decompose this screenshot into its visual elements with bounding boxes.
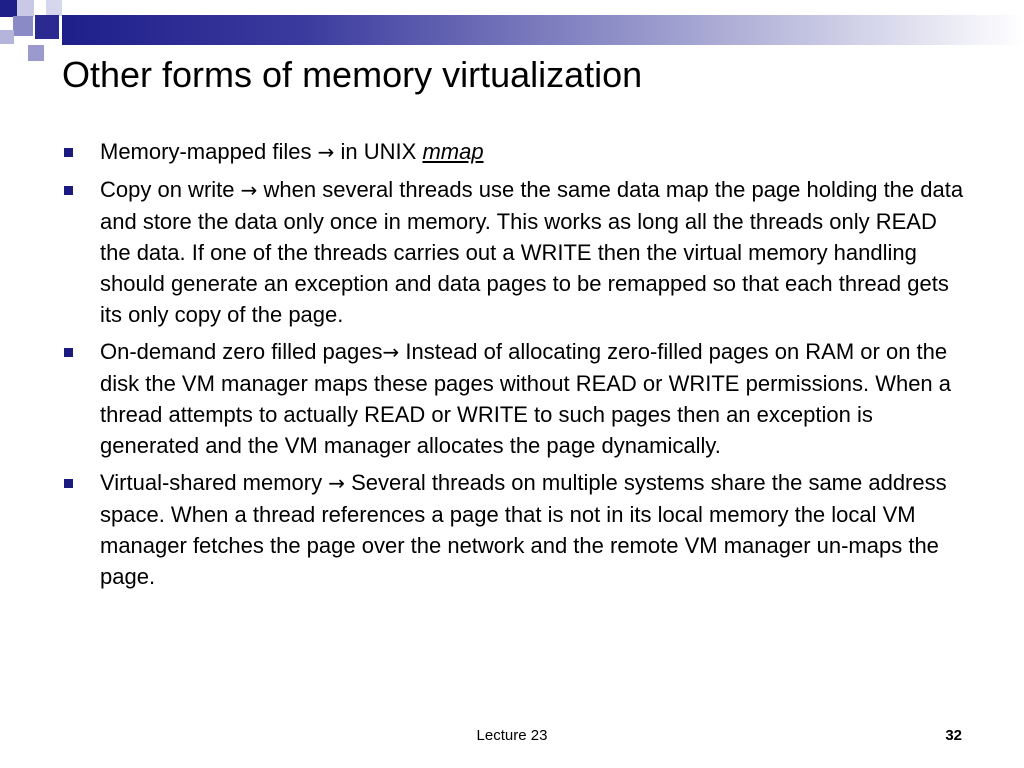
bullet-item-copy-on-write — [62, 174, 972, 330]
decor-square — [35, 15, 59, 39]
bullet-square-icon — [64, 186, 73, 195]
bullet-lead: On-demand zero filled pages — [100, 339, 383, 364]
decor-square — [46, 0, 62, 16]
bullet-item-virtual-shared-memory — [62, 467, 972, 592]
mmap-term: mmap — [422, 139, 484, 164]
header-gradient-bar — [62, 15, 1024, 45]
page-number: 32 — [945, 727, 962, 744]
right-arrow-icon: → — [382, 340, 400, 364]
bullet-item-memory-mapped-files — [62, 136, 972, 168]
decor-square — [0, 30, 14, 44]
right-arrow-icon: → — [317, 140, 335, 164]
bullet-lead: Virtual-shared memory — [100, 470, 329, 495]
bullet-square-icon — [64, 479, 73, 488]
bullet-text: in UNIX — [334, 139, 423, 164]
bullet-text: when several threads use the same data map the page holding the data and store the data only once in memory. This works as long all the threads only READ the data. If one of the threads carries out a WRITE then the virtual memory handling should generate an exception and data pages to be remapped so that each thread gets its only copy of the page. — [100, 177, 964, 327]
footer-lecture-label: Lecture 23 — [476, 727, 548, 744]
bullet-text: Instead of allocating zero-filled pages on RAM or on the disk the VM manager maps these pages without READ or WRITE permissions. When a thread attempts to actually READ or WRITE to such pages then an exception is generated and the VM manager allocates the page dynamically. — [100, 339, 952, 458]
bullet-square-icon — [64, 148, 73, 157]
bullet-list — [62, 136, 972, 598]
decor-square — [17, 0, 34, 17]
decor-square — [13, 16, 33, 36]
bullet-item-on-demand-zero-filled — [62, 336, 972, 461]
decor-square — [28, 45, 44, 61]
bullet-text: Several threads on multiple systems share the same address space. When a thread references a page that is not in its local memory the local VM manager fetches the page over the network and the remote VM manager un-maps the page. — [100, 470, 947, 589]
slide-title: Other forms of memory virtualization — [62, 54, 643, 95]
bullet-square-icon — [64, 348, 73, 357]
right-arrow-icon: → — [240, 178, 258, 202]
decor-square — [0, 0, 17, 17]
bullet-lead: Copy on write — [100, 177, 241, 202]
right-arrow-icon: → — [328, 471, 345, 495]
bullet-lead: Memory-mapped files — [100, 139, 318, 164]
